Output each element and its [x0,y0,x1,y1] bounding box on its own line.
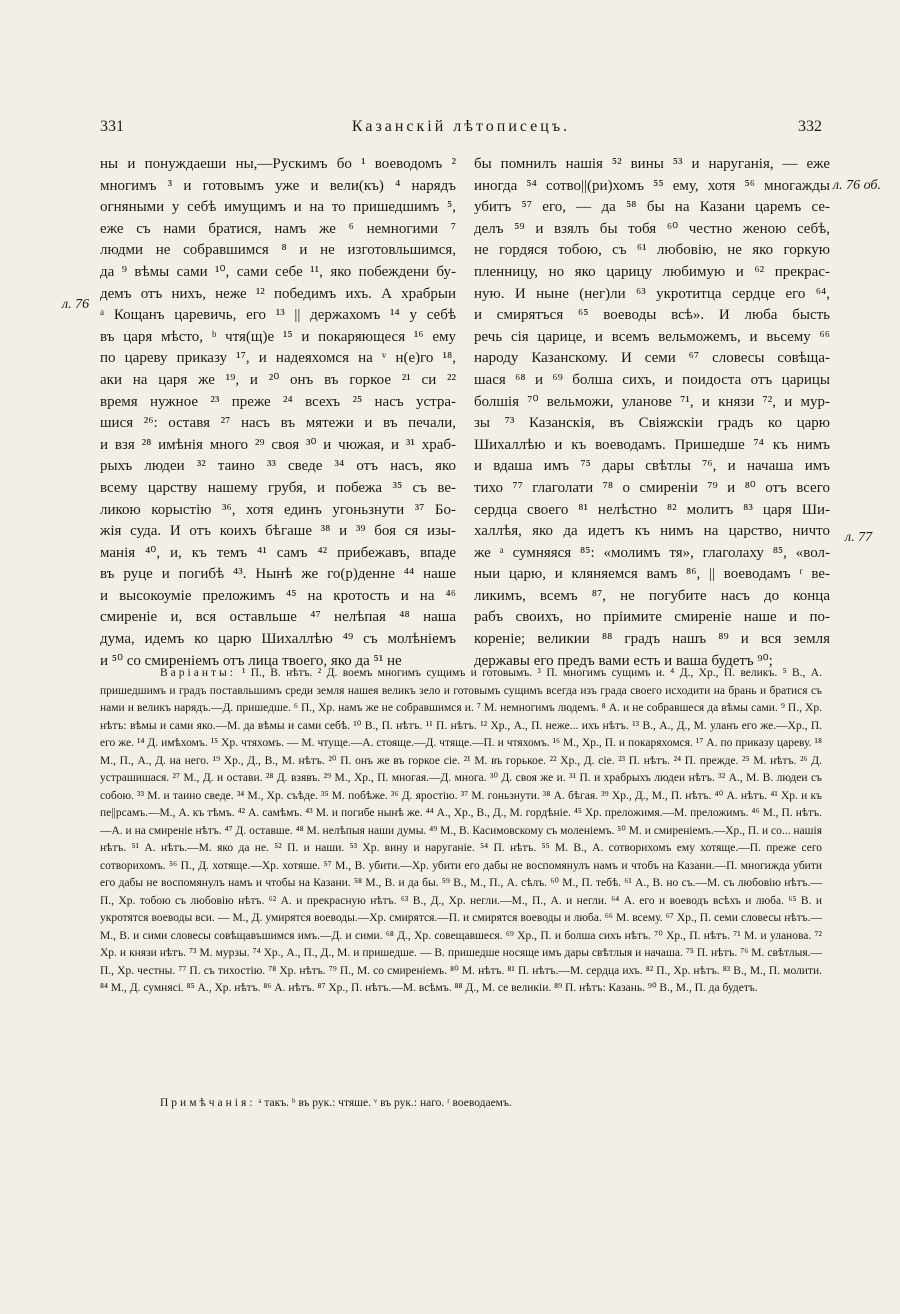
text-line: многимъ ³ и готовымъ уже и вели(къ) ⁴ нарядъ [100,177,456,194]
text-line: же ᵃ сумняяся ⁸⁵: «молимъ тя», глаголаху ⁸⁵, «вол- [474,544,830,561]
notes-text: ᵃ такъ. ᵇ въ рук.: чтяше. ᵛ въ рук.: наго. ʳ воеводаемъ. [258,1097,512,1109]
text-line: и взя ²⁸ имѣнія много ²⁹ своя ³⁰ и чюжая, и ³¹ храб- [100,436,456,453]
text-line: не гордяся тобою, съ ⁶¹ любовію, не яко горкую [474,242,830,259]
text-line: бы помнилъ нашія ⁵² вины ⁵³ и наруганія, — еже [474,156,830,172]
text-line: убитъ ⁵⁷ его, — да ⁵⁸ бы на Казани царемъ се- [474,199,830,216]
text-line: въ руце и погибѣ ⁴³. Нынѣ же го(р)денне ⁴⁴ наше [100,566,456,583]
text-line: ᵃ Кощанъ царевичь, его ¹³ || держахомъ ¹⁴ у себѣ [100,307,456,324]
text-line: ную. И ныне (нег)ли ⁶³ укротитца сердце его ⁶⁴, [474,285,830,302]
text-line: ликимъ, всемъ ⁸⁷, не погубите насъ до конца [474,587,830,604]
margin-folio-left: л. 76 [62,297,90,312]
text-line: жія суда. И отъ коихъ бѣгаше ³⁸ и ³⁹ боя ся изы- [100,523,456,540]
text-line: делъ ⁵⁹ и взялъ бы тобя ⁶⁰ честно женою себѣ, [474,220,830,237]
text-line: ны и понуждаеши ны,—Рускимъ бо ¹ воеводомъ ² [100,156,456,172]
margin-folio-right-2: л. 77 [845,530,873,545]
margin-folio-right-1: л. 76 об. [833,178,881,193]
text-line: и вдаша имъ ⁷⁵ дары свѣтлы ⁷⁶, и начаша имъ [474,458,830,475]
text-line: и высокоуміе преложимъ ⁴⁵ на кротость и на ⁴⁶ [100,587,456,604]
page-header [100,118,822,142]
text-line: ликою корыстію ³⁶, хотя единъ угоньзнути ³⁷ Бо- [100,501,456,518]
text-line: зы ⁷³ Казанскія, въ Свіяжскіи градъ ко царю [474,415,830,432]
text-line: по цареву приказу ¹⁷, и надеяхомся на ᵛ н(е)го ¹⁸, [100,350,456,367]
text-line: шися ²⁶: оставя ²⁷ насъ въ мятежи и въ печали, [100,415,456,432]
text-line: демъ отъ нихъ, неже ¹² победимъ ихъ. А храбрыи [100,285,456,302]
text-line: державы его предъ вами есть и ваша будетъ ⁹⁰; [474,652,773,669]
variants-apparatus [100,665,822,998]
text-line: шася ⁶⁸ и ⁶⁹ болша сихъ, и поидоста отъ царицы [474,371,830,388]
text-line: время нужное ²³ преже ²⁴ всехъ ²⁵ насъ устра- [100,393,456,410]
variants-text: ¹ П., В. нѣтъ. ² Д. воемъ многимъ сущимъ и готовымъ. ³ П. многимъ сущимъ и. ⁴ Д., Хр., П. великъ. ⁵ В., А. пришедшимъ и градъ поставльшимъ среди земля нашея великъ зело и готовымъ сущимъ всегда изъ града своего исходити на брань и братися съ нами и великъ нарядъ.—Д. пришедше. ⁶ П., Хр. намъ же не собравшимся и. ⁷ М. немногимъ людемъ. ⁸ А. и не собравшеся да вѣмы сами. ⁹ П., Хр. нѣтъ: вѣмы и сами яко.—М. да вѣмы и сами себѣ. ¹⁰ В., П. нѣтъ. ¹¹ П. нѣтъ. ¹² Хр., А., П. неже... ихъ нѣтъ. ¹³ В., А., Д., М. уланъ его же.—Хр., П. его же. ¹⁴ Д. имѣхомъ. ¹⁵ Хр. чтяхомъ. — М. чтуще.—А. стояще.—Д. чтяще.—П. и чтяхомъ. ¹⁶ М., Хр., П. и покаряхомся. ¹⁷ А. по приказу цареву. ¹⁸ М., П., А., Д. на него. ¹⁹ Хр., Д., В., М. нѣтъ. ²⁰ П. онъ же въ горкое сіе. ²¹ М. въ горькое. ²² Хр., Д. сіе. ²³ П. нѣтъ. ²⁴ П. прежде. ²⁵ М. нѣтъ. ²⁶ Д. устрашишася. ²⁷ М., Д. и остави. ²⁸ Д. взявъ. ²⁹ М., Хр., П. многая.—Д. многа. ³⁰ Д. своя же и. ³¹ П. и храбрыхъ людеи нѣтъ. ³² А., М. В. людеи съ собою. ³³ М. и таино сведе. ³⁴ М., Хр. съѣде. ³⁵ М. побѣже. ³⁶ Д. яростію. ³⁷ М. гоньзнути. ³⁸ А. бѣгая. ³⁹ Хр., Д., М., П. нѣтъ. ⁴⁰ А. нѣтъ. ⁴¹ Хр. и къ пе||рсамъ.—М., А. къ тѣмъ. ⁴² А. самѣмъ. ⁴³ М. и погибе нынѣ же. ⁴⁴ А., Хр., В., Д., М. гордѣніе. ⁴⁵ Хр. преложимя.—М. преложимъ. ⁴⁶ М., П. нѣтъ.—А. и на смиреніе нѣтъ. ⁴⁷ Д. оставше. ⁴⁸ М. нелѣпыя наши думы. ⁴⁹ М., В. Касимовскому съ моленіемъ. ⁵⁰ М. и смиреніемъ.—Хр., П. и со... нашія нѣтъ. ⁵¹ А. нѣтъ.—М. яко да не. ⁵² П. и наши. ⁵³ Хр. вину и наруганіе. ⁵⁴ П. нѣтъ. ⁵⁵ М. В., А. сотворихомъ ему хотяще.—П. преже сего сотворихомъ. ⁵⁶ П., Д. хотяще.—Хр. хотяше. ⁵⁷ М., В. убити.—Хр. убити его дабы не воспомянулъ намъ и чтобъ на Казани.—П. многижда убити его дабы не воспомянулъ намъ и чтобы на Казани. ⁵⁸ М., В. и да бы. ⁵⁹ В., М., П., А. сѣлъ. ⁶⁰ М., П. тебѣ. ⁶¹ А., В. но съ.—М. съ любовію нѣтъ.—П., Хр. тобою съ любовію нѣтъ. ⁶² А. и прекрасную нѣтъ. ⁶³ В., Д., Хр. негли.—М., П., А. и негли. ⁶⁴ А. его и воеводъ всѣхъ и люба. ⁶⁵ В. и укротятся воеводы вси. — М., Д. умирятся воеводы.—Хр. смирятся.—П. и смирятся воеводы и люба. ⁶⁶ М. всему. ⁶⁷ Хр., П. семи словесы нѣтъ.—М., В. и сими словесы совѣщавъшимся имъ.—Д. и сими. ⁶⁸ Д., Хр. совещавшеся. ⁶⁹ Хр., П. и болша сихъ нѣтъ. ⁷⁰ Хр., П. нѣтъ. ⁷¹ М. и уланова. ⁷² Хр. и князи нѣтъ. ⁷³ М. мурзы. ⁷⁴ Хр., А., П., Д., М. и пришедше. — В. пришедше носяще имъ дары свѣтлыя и начаша. ⁷⁵ П. нѣтъ. ⁷⁶ М. свѣтлыя.—П., Хр. честны. ⁷⁷ П. съ тихостію. ⁷⁸ Хр. нѣтъ. ⁷⁹ П., М. со смиреніемъ. ⁸⁰ М. нѣтъ. ⁸¹ П. нѣтъ.—М. сердца ихъ. ⁸² П., Хр. нѣтъ. ⁸³ В., М., П. молити. ⁸⁴ М., Д. сумнясі. ⁸⁵ А., Хр. нѣтъ. ⁸⁶ А. нѣтъ. ⁸⁷ Хр., П. нѣтъ.—М. всѣмъ. ⁸⁸ Д., М. се великіи. ⁸⁹ П. нѣтъ: Казань. ⁹⁰ В., М., П. да будетъ. [100,667,822,994]
text-column-left [100,154,456,672]
text-line: и смирятъся ⁶⁵ воеводы всѣ». И люба бысть [474,307,830,324]
text-line: кореніе; великии ⁸⁸ градъ нашъ ⁸⁹ и вся земля [474,631,830,648]
running-title: Казанскій лѣтописецъ. [351,118,571,135]
text-line: рабъ своихъ, но пріимите смиреніе наше и по- [474,609,830,626]
text-line: рыхъ людеи ³² таино ³³ сведе ³⁴ отъ насъ, яко [100,458,456,475]
page-number-left: 331 [100,118,124,135]
text-line: манія ⁴⁰, и, къ темъ ⁴¹ самъ ⁴² прибежавъ, впаде [100,544,456,561]
page-number-right: 332 [798,118,822,135]
editorial-notes [160,1097,822,1109]
text-line: всему царству нашему грубя, и побежа ³⁵ съ ве- [100,479,456,496]
text-line: аки на царя же ¹⁹, и ²⁰ онъ въ горкое ²¹ си ²² [100,371,456,388]
text-line: халлѣя, яко да идетъ къ нимъ на царство, ничто [474,523,830,540]
text-column-right [474,154,830,672]
text-line: людми не собравшимся ⁸ и не изготовльшимся, [100,242,456,259]
text-line: болшія ⁷⁰ вельможи, улановe ⁷¹, и князи ⁷², и мур- [474,393,830,410]
text-line: тихо ⁷⁷ глаголати ⁷⁸ о смиреніи ⁷⁹ и ⁸⁰ отъ всего [474,479,830,496]
text-line: дума, идемъ ко царю Шихаллѣю ⁴⁹ съ молѣніемъ [100,631,456,648]
notes-label: Примѣчанія: [160,1097,256,1109]
text-line: народу Казанскому. И семи ⁶⁷ словесы совѣща- [474,350,830,367]
text-line: иногда ⁵⁴ сотво||(ри)хомъ ⁵⁵ ему, хотя ⁵⁶ многажды [474,177,830,194]
text-line: въ царя мѣсто, ᵇ чтя(щ)е ¹⁵ и покаряющеся ¹⁶ ему [100,328,456,345]
text-line: пленницу, но яко царицу любимую и ⁶² прекрас- [474,263,830,280]
text-line: смиреніе и, вся оставльше ⁴⁷ нелѣпая ⁴⁸ наша [100,609,456,626]
text-line: ныи царю, и кляняемся вамъ ⁸⁶, || воеводамъ ʳ ве- [474,566,830,583]
text-line: сердца своего ⁸¹ нелѣстно ⁸² молитъ ⁸³ царя Ши- [474,501,830,518]
variants-label: Варіанты: [160,667,236,679]
text-line: речь сія царице, и всемъ вельможемъ, и вьсему ⁶⁶ [474,328,830,345]
text-line: еже съ нами братися, намъ же ⁶ немногими ⁷ [100,220,456,237]
text-line: Шихаллѣю и къ воеводамъ. Пришедше ⁷⁴ къ нимъ [474,436,830,453]
text-line: да ⁹ вѣмы сами ¹⁰, сами себе ¹¹, яко побеждени бу- [100,263,456,280]
text-line: и ⁵⁰ со смиреніемъ отъ лица твоего, яко да ⁵¹ не [100,652,402,669]
text-line: огняными у себѣ имущимъ и на то пришедшимъ ⁵, [100,199,456,216]
